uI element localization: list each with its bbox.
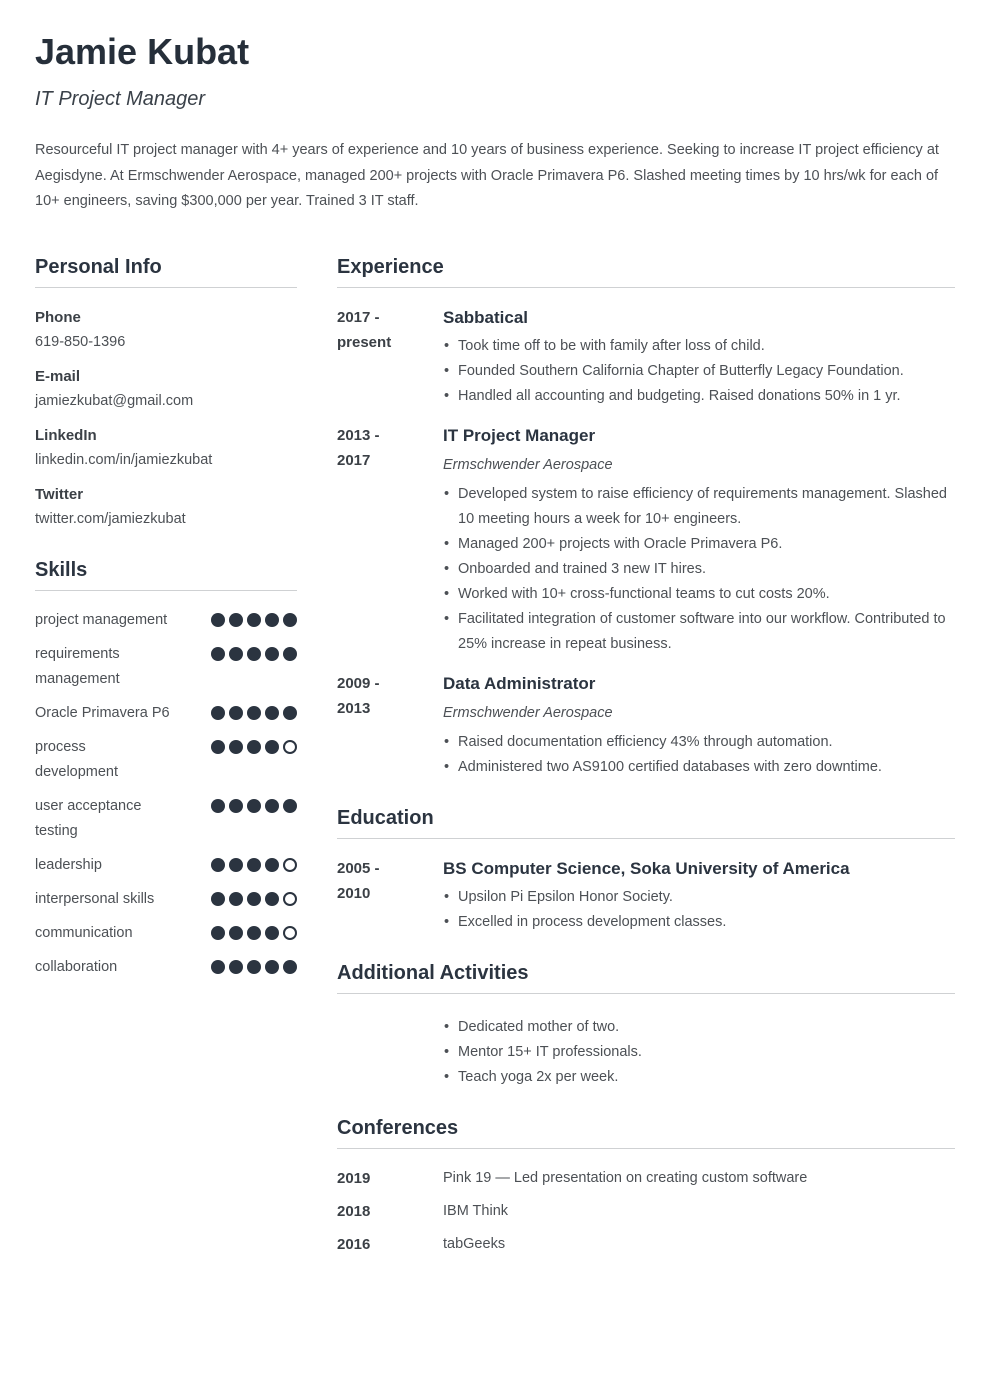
skill-dot-filled-icon xyxy=(229,613,243,627)
conference-row xyxy=(337,1199,955,1224)
skill-dot-filled-icon xyxy=(229,926,243,940)
education-entry xyxy=(337,856,955,935)
personal-info-item xyxy=(35,423,297,473)
skill-rating xyxy=(207,642,297,667)
education-bullets xyxy=(443,885,955,935)
activities-entry xyxy=(337,1011,955,1090)
skill-dot-filled-icon xyxy=(229,960,243,974)
entry-date: 2017 - present xyxy=(337,308,392,351)
skill-name: Oracle Primavera P6 xyxy=(35,704,170,721)
personal-info-item xyxy=(35,305,297,355)
bullet-item: • Upsilon Pi Epsilon Honor Society. xyxy=(443,885,955,910)
skill-dot-filled-icon xyxy=(211,613,225,627)
skill-dot-filled-icon xyxy=(247,892,261,906)
entry-date: 2005 - 2010 xyxy=(337,859,380,902)
conference-text: IBM Think xyxy=(443,1202,509,1219)
job-role: Data Administrator xyxy=(443,673,596,693)
bullet-item: • Developed system to raise efficiency of requirements management. Slashed 10 meeting hours a week for 10+ engineers. xyxy=(443,482,955,532)
skill-dot-filled-icon xyxy=(229,799,243,813)
entry-date: 2009 - 2013 xyxy=(337,674,380,717)
skill-name: leadership xyxy=(35,856,102,873)
phone-label: Phone xyxy=(35,308,81,326)
skill-rating xyxy=(207,735,297,760)
skill-dot-filled-icon xyxy=(265,892,279,906)
skill-dot-filled-icon xyxy=(265,613,279,627)
skill-rating xyxy=(207,921,297,946)
skill-rating xyxy=(207,701,297,726)
skill-name: user acceptance testing xyxy=(35,797,142,839)
bullet-item: • Administered two AS9100 certified databases with zero downtime. xyxy=(443,755,955,780)
bullet-item: • Raised documentation efficiency 43% through automation. xyxy=(443,730,955,755)
job-role: Sabbatical xyxy=(443,307,529,327)
conference-year: 2019 xyxy=(337,1169,371,1187)
skill-dot-filled-icon xyxy=(283,960,297,974)
skill-row xyxy=(35,921,297,946)
bullet-item: • Managed 200+ projects with Oracle Primavera P6. xyxy=(443,532,955,557)
skill-rating xyxy=(207,955,297,980)
skill-row xyxy=(35,701,297,726)
conference-row xyxy=(337,1232,955,1257)
skill-name: requirements management xyxy=(35,645,120,687)
skill-row xyxy=(35,608,297,633)
degree-title: BS Computer Science, Soka University of America xyxy=(443,858,850,878)
skill-dot-filled-icon xyxy=(247,960,261,974)
skill-dot-filled-icon xyxy=(211,960,225,974)
skill-dot-filled-icon xyxy=(265,799,279,813)
skill-dot-empty-icon xyxy=(283,926,297,940)
bullet-item: • Took time off to be with family after loss of child. xyxy=(443,334,955,359)
skill-name: communication xyxy=(35,924,133,941)
skill-dot-filled-icon xyxy=(229,892,243,906)
section-experience xyxy=(337,255,955,780)
section-conferences xyxy=(337,1116,955,1257)
section-additional-activities xyxy=(337,961,955,1090)
skill-rating xyxy=(207,887,297,912)
skill-name: collaboration xyxy=(35,958,118,975)
skill-dot-filled-icon xyxy=(229,858,243,872)
job-bullets xyxy=(443,334,955,409)
skill-dot-filled-icon xyxy=(229,706,243,720)
skill-dot-filled-icon xyxy=(247,740,261,754)
conference-text: tabGeeks xyxy=(443,1235,506,1252)
entry-date-empty xyxy=(337,1011,443,1090)
personal-info-title: Personal Info xyxy=(35,255,297,288)
email-value: jamiezkubat@gmail.com xyxy=(35,392,194,409)
skill-dot-filled-icon xyxy=(229,647,243,661)
skill-dot-filled-icon xyxy=(283,613,297,627)
skill-row xyxy=(35,642,297,692)
skill-dot-filled-icon xyxy=(211,647,225,661)
email-label: E-mail xyxy=(35,367,81,385)
skills-list xyxy=(35,591,297,980)
skill-dot-empty-icon xyxy=(283,892,297,906)
skill-dot-filled-icon xyxy=(247,706,261,720)
additional-activities-title: Additional Activities xyxy=(337,961,955,994)
skill-dot-filled-icon xyxy=(211,740,225,754)
candidate-job-title: IT Project Manager xyxy=(35,88,206,110)
skill-dot-filled-icon xyxy=(265,706,279,720)
bullet-item: • Excelled in process development classes. xyxy=(443,910,955,935)
experience-entry xyxy=(337,423,955,657)
bullet-item: • Teach yoga 2x per week. xyxy=(443,1065,955,1090)
skill-rating xyxy=(207,853,297,878)
resume-header xyxy=(35,30,955,215)
bullet-item: • Facilitated integration of customer software into our workflow. Contributed to 25% increase in repeat business. xyxy=(443,607,955,657)
skill-dot-filled-icon xyxy=(283,647,297,661)
skill-name: process development xyxy=(35,738,119,780)
phone-value: 619-850-1396 xyxy=(35,333,126,350)
personal-info-item xyxy=(35,364,297,414)
skill-dot-filled-icon xyxy=(229,740,243,754)
skill-row xyxy=(35,887,297,912)
skill-row xyxy=(35,794,297,844)
skill-dot-filled-icon xyxy=(247,647,261,661)
skill-dot-filled-icon xyxy=(265,858,279,872)
conference-row xyxy=(337,1166,955,1191)
job-bullets xyxy=(443,482,955,657)
activities-bullets xyxy=(443,1015,955,1090)
skill-dot-filled-icon xyxy=(211,892,225,906)
education-title: Education xyxy=(337,806,955,839)
skill-dot-filled-icon xyxy=(211,799,225,813)
skill-dot-filled-icon xyxy=(247,858,261,872)
section-skills xyxy=(35,558,297,980)
experience-entry xyxy=(337,671,955,780)
experience-entry xyxy=(337,305,955,409)
skill-dot-filled-icon xyxy=(211,858,225,872)
bullet-item: • Onboarded and trained 3 new IT hires. xyxy=(443,557,955,582)
skill-name: project management xyxy=(35,611,168,628)
conference-text: Pink 19 — Led presentation on creating custom software xyxy=(443,1169,808,1186)
main-column xyxy=(337,255,955,1283)
company-name: Ermschwender Aerospace xyxy=(443,456,613,473)
linkedin-label: LinkedIn xyxy=(35,426,97,444)
twitter-label: Twitter xyxy=(35,485,84,503)
twitter-value: twitter.com/jamiezkubat xyxy=(35,510,186,527)
sidebar-column xyxy=(35,255,297,1283)
skill-rating xyxy=(207,608,297,633)
skill-dot-filled-icon xyxy=(247,926,261,940)
skill-dot-filled-icon xyxy=(283,799,297,813)
skill-row xyxy=(35,735,297,785)
experience-title: Experience xyxy=(337,255,955,288)
bullet-item: • Worked with 10+ cross-functional teams to cut costs 20%. xyxy=(443,582,955,607)
skill-row xyxy=(35,853,297,878)
skill-dot-filled-icon xyxy=(265,926,279,940)
skill-dot-filled-icon xyxy=(211,706,225,720)
skills-title: Skills xyxy=(35,558,297,591)
job-bullets xyxy=(443,730,955,780)
linkedin-value: linkedin.com/in/jamiezkubat xyxy=(35,451,213,468)
professional-summary: Resourceful IT project manager with 4+ years of experience and 10 years of business experience. Seeking to increase IT project efficiency at Aegisdyne. At Ermschwender Aerospace, managed 200+ projects with Oracle Primavera P6. Slashed meeting times by 10 hrs/wk for each of 10+ engineers, saving $300,000 per year. Trained 3 IT staff. xyxy=(35,142,939,209)
company-name: Ermschwender Aerospace xyxy=(443,704,613,721)
skill-name: interpersonal skills xyxy=(35,890,155,907)
skill-dot-filled-icon xyxy=(211,926,225,940)
bullet-item: • Founded Southern California Chapter of Butterfly Legacy Foundation. xyxy=(443,359,955,384)
entry-date: 2013 - 2017 xyxy=(337,426,380,469)
skill-dot-empty-icon xyxy=(283,858,297,872)
conference-year: 2016 xyxy=(337,1235,371,1253)
skill-dot-filled-icon xyxy=(265,740,279,754)
skill-dot-filled-icon xyxy=(265,647,279,661)
skill-dot-empty-icon xyxy=(283,740,297,754)
skill-row xyxy=(35,955,297,980)
bullet-item: • Mentor 15+ IT professionals. xyxy=(443,1040,955,1065)
job-role: IT Project Manager xyxy=(443,425,596,445)
skill-dot-filled-icon xyxy=(247,799,261,813)
skill-dot-filled-icon xyxy=(265,960,279,974)
personal-info-item xyxy=(35,482,297,532)
bullet-item: • Handled all accounting and budgeting. Raised donations 50% in 1 yr. xyxy=(443,384,955,409)
bullet-item: • Dedicated mother of two. xyxy=(443,1015,955,1040)
skill-dot-filled-icon xyxy=(283,706,297,720)
conference-year: 2018 xyxy=(337,1202,371,1220)
conferences-title: Conferences xyxy=(337,1116,955,1149)
section-education xyxy=(337,806,955,935)
skill-dot-filled-icon xyxy=(247,613,261,627)
section-personal-info xyxy=(35,255,297,532)
skill-rating xyxy=(207,794,297,819)
candidate-name: Jamie Kubat xyxy=(35,31,250,72)
